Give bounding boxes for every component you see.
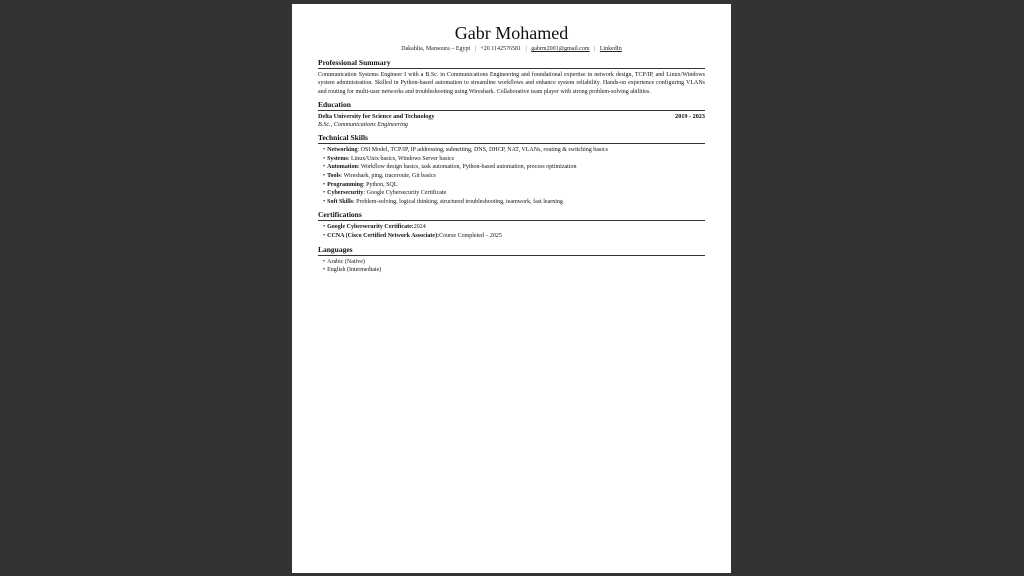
- certification-label: Google Cybersecurity Certificate:: [327, 224, 414, 231]
- skill-item: [323, 155, 705, 164]
- education-years: 2019 - 2023: [675, 113, 705, 121]
- skill-value: : Wireshark, ping, traceroute, Git basics: [340, 173, 436, 179]
- summary-text: Communication Systems Engineer I with a B.Sc. in Communications Engineering and foundational expertise in network design, TCP/IP, and Linux/Windows system administration. Skilled in Python-based automation to streamline workflows and enhance system reliability. Hands-on experience configuring VLANs and routing for multi-user networks and troubleshooting using Wireshark. Collaborative team player with strong problem-solving abilities.: [318, 72, 705, 95]
- languages-title: Languages: [318, 245, 705, 256]
- language-item: [323, 266, 705, 275]
- education-school: Delta University for Science and Technology: [318, 113, 435, 121]
- summary-title: Professional Summary: [318, 58, 705, 69]
- certification-item: [323, 223, 705, 232]
- skill-item: [323, 172, 705, 181]
- certification-value: Course Completed – 2025: [439, 232, 502, 239]
- skill-item: [323, 163, 705, 172]
- contact-separator: |: [474, 46, 476, 52]
- bullet: •: [323, 232, 326, 239]
- contact-email-link[interactable]: gabrm2001@gmail.com: [531, 46, 590, 52]
- certification-label: CCNA (Cisco Certified Network Associate):: [327, 232, 440, 239]
- skill-label: Automation: [327, 164, 358, 171]
- skill-item: [323, 198, 705, 207]
- bullet: •: [323, 147, 326, 154]
- language-item: [323, 258, 705, 267]
- certifications-title: Certifications: [318, 210, 705, 221]
- resume-page[interactable]: [292, 4, 731, 573]
- skill-item: [323, 146, 705, 155]
- bullet: •: [323, 164, 326, 171]
- bullet: •: [323, 198, 326, 205]
- skill-item: [323, 181, 705, 190]
- bullet: •: [323, 155, 326, 162]
- skill-value: : Python, SQL: [363, 181, 398, 188]
- skill-value: : Problem-solving, logical thinking, structured troubleshooting, teamwork, fast learning: [352, 198, 563, 205]
- bullet: •: [323, 173, 326, 179]
- certification-item: [323, 232, 705, 241]
- summary-section: [318, 58, 705, 96]
- education-title: Education: [318, 100, 705, 111]
- skill-label: Networking: [327, 147, 358, 154]
- skill-value: : Workflow design basics, task automation, Python-based automation, process optimization: [357, 164, 577, 171]
- certifications-section: [318, 210, 705, 240]
- contact-line: [318, 45, 705, 54]
- skill-label: Systems: [327, 155, 348, 162]
- skill-label: Programming: [327, 181, 363, 188]
- bullet: •: [323, 267, 326, 274]
- skill-value: : Google Cybersecurity Certificate: [363, 190, 447, 197]
- contact-separator: |: [594, 46, 596, 52]
- language-value: English (Intermediate): [327, 267, 382, 274]
- skills-section: [318, 133, 705, 206]
- contact-location: Dakahlia, Mansoura – Egypt: [401, 46, 471, 52]
- bullet: •: [323, 258, 326, 265]
- contact-separator: |: [525, 46, 527, 52]
- skill-label: Soft Skills: [327, 198, 353, 205]
- language-value: Arabic (Native): [327, 258, 365, 265]
- contact-linkedin-link[interactable]: LinkedIn: [599, 46, 622, 52]
- certifications-list: [318, 223, 705, 240]
- bullet: •: [323, 224, 326, 231]
- languages-section: [318, 245, 705, 275]
- languages-list: [318, 258, 705, 275]
- bullet: •: [323, 181, 326, 188]
- certification-value: 2024: [413, 224, 426, 231]
- skill-value: : Linux/Unix basics, Windows Server basics: [347, 155, 455, 162]
- skills-list: [318, 146, 705, 206]
- education-section: [318, 100, 705, 129]
- contact-phone: +20 1142576581: [480, 46, 522, 52]
- resume-name: Gabr Mohamed: [454, 23, 569, 43]
- skill-label: Cybersecurity: [327, 190, 364, 197]
- skill-label: Tools: [327, 173, 341, 179]
- skill-item: [323, 189, 705, 198]
- skills-title: Technical Skills: [318, 133, 705, 144]
- skill-value: : OSI Model, TCP/IP, IP addressing, subnetting, DNS, DHCP, NAT, VLANs, routing & switching basics: [357, 147, 608, 154]
- bullet: •: [323, 190, 326, 197]
- education-degree: B.Sc., Communications Engineering: [318, 121, 408, 129]
- education-row: [318, 113, 705, 121]
